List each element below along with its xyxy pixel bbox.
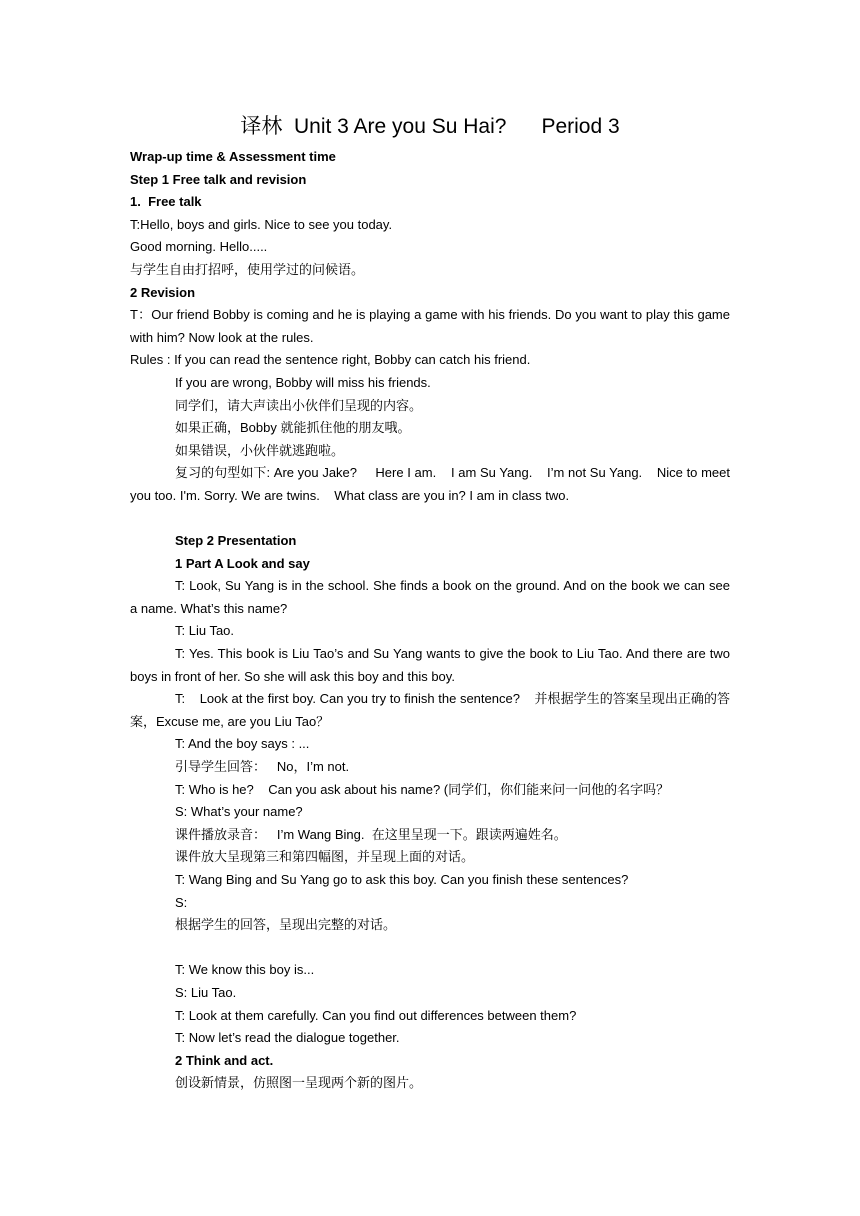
text-line: T：Our friend Bobby is coming and he is playing a game with his friends. Do you want to play this game with him? Now look at the rules. — [130, 307, 734, 345]
document-body — [130, 146, 734, 1095]
text-line: 引导学生回答： No，I’m not. — [175, 759, 350, 775]
blank-line — [130, 937, 730, 960]
text-line: T: Yes. This book is Liu Tao’s and Su Yang wants to give the book to Liu Tao. And there are two boys in front of her. So she will ask this boy and this boy. — [130, 646, 734, 684]
text-line: Rules : If you can read the sentence right, Bobby can catch his friend. — [130, 352, 531, 368]
text-line: 课件播放录音： I’m Wang Bing. 在这里呈现一下。跟读两遍姓名。 — [175, 826, 567, 842]
heading-line: Wrap-up time & Assessment time — [130, 149, 336, 164]
text-line: T:Hello, boys and girls. Nice to see you today. — [130, 216, 393, 232]
text-line: T: And the boy says : ... — [175, 736, 310, 752]
text-line: S: — [175, 894, 188, 910]
text-line: T: Liu Tao. — [175, 623, 235, 639]
heading-line: 1 Part A Look and say — [175, 555, 310, 571]
heading-line: 2 Think and act. — [175, 1052, 274, 1068]
text-line: Good morning. Hello..... — [130, 239, 268, 255]
text-line: T: Look, Su Yang is in the school. She finds a book on the ground. And on the book we can see a name. What’s this name? — [130, 578, 734, 616]
text-line: T: Wang Bing and Su Yang go to ask this boy. Can you finish these sentences? — [175, 872, 629, 887]
text-line: 如果错误，小伙伴就逃跑啦。 — [175, 442, 345, 458]
text-line: T: Look at the first boy. Can you try to finish the sentence? 并根据学生的答案呈现出正确的答案，Excuse me, are you Liu Tao？ — [130, 691, 730, 729]
text-line: T: We know this boy is... — [175, 962, 315, 978]
heading-line: Step 1 Free talk and revision — [130, 171, 307, 187]
text-line: 如果正确，Bobby 就能抓住他的朋友哦。 — [175, 420, 411, 436]
heading-line: 1. Free talk — [130, 194, 202, 210]
text-line: S: Liu Tao. — [175, 984, 237, 1000]
text-line: 根据学生的回答，呈现出完整的对话。 — [175, 917, 397, 933]
document-page — [130, 112, 734, 1095]
text-line: 与学生自由打招呼，使用学过的问候语。 — [130, 261, 365, 277]
blank-line — [130, 508, 730, 531]
heading-line: 2 Revision — [130, 284, 196, 300]
document-title: 译林 Unit 3 Are you Su Hai? Period 3 — [240, 115, 620, 138]
text-line: 课件放大呈现第三和第四幅图，并呈现上面的对话。 — [175, 849, 475, 865]
text-line: T: Who is he? Can you ask about his name? (同学们，你们能来问一问他的名字吗？ — [175, 781, 670, 797]
text-line: 复习的句型如下: Are you Jake? Here I am. I am Su Yang. I’m not Su Yang. Nice to meet you too. I'm. Sorry. We are twins. What class are you in? I am in class two. — [130, 465, 734, 503]
text-line: 创设新情景，仿照图一呈现两个新的图片。 — [175, 1075, 423, 1091]
text-line: T: Look at them carefully. Can you find out differences between them? — [175, 1007, 577, 1023]
text-line: T: Now let’s read the dialogue together. — [175, 1030, 400, 1046]
heading-line: Step 2 Presentation — [175, 533, 297, 549]
text-line: If you are wrong, Bobby will miss his friends. — [175, 374, 431, 390]
text-line: S: What’s your name? — [175, 804, 303, 820]
text-line: 同学们，请大声读出小伙伴们呈现的内容。 — [175, 397, 423, 413]
